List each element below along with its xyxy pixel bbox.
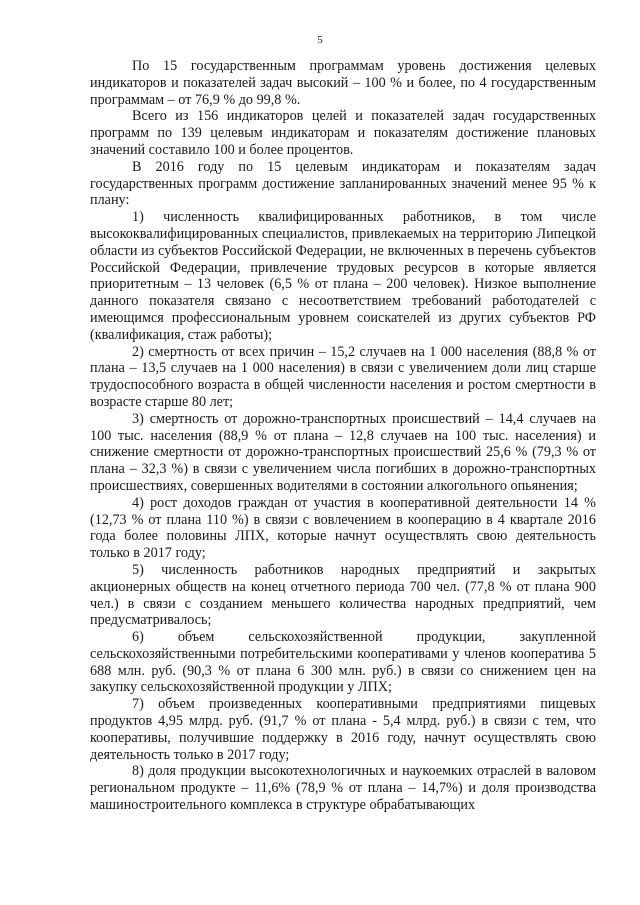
body-text — [90, 58, 596, 814]
list-item-6: 6) объем сельскохозяйственной продукции, закупленной сельскохозяйственными потребительскими кооперативами у членов кооператива 5 688 млн. руб. (90,3 % от плана 6 300 млн. руб.) в связи со снижением цен на закупку сельскохозяйственной продукции у ЛПХ; — [90, 629, 596, 696]
paragraph-1: По 15 государственным программам уровень достижения целевых индикаторов и показателей задач высокий – 100 % и более, по 4 государственным программам – от 76,9 % до 99,8 %. — [90, 58, 596, 108]
list-item-7: 7) объем произведенных кооперативными предприятиями пищевых продуктов 4,95 млрд. руб. (91,7 % от плана - 5,4 млрд. руб.) в связи с тем, что кооперативы, получившие поддержку в 2016 году, начнут осуществлять свою деятельность только в 2017 году; — [90, 696, 596, 763]
page-number: 5 — [317, 34, 323, 46]
list-item-8: 8) доля продукции высокотехнологичных и наукоемких отраслей в валовом региональном продукте – 11,6% (78,9 % от плана – 14,7%) и доля производства машиностроительного комплекса в структуре обрабатывающих — [90, 763, 596, 814]
list-item-4: 4) рост доходов граждан от участия в кооперативной деятельности 14 % (12,73 % от плана 110 %) в связи с вовлечением в кооперацию в 4 квартале 2016 года более половины ЛПХ, которые начнут осуществлять свою деятельность только в 2017 году; — [90, 494, 596, 562]
list-item-3: 3) смертность от дорожно-транспортных происшествий – 14,4 случаев на 100 тыс. населения (88,9 % от плана – 12,8 случаев на 100 тыс. населения) и снижение смертности от дорожно-транспортных происшествий 25,6 % (79,3 % от плана – 32,3 %) в связи с увеличением числа погибших в дорожно-транспортных происшествиях, совершенных водителями в состоянии алкогольного опьянения; — [90, 410, 596, 494]
list-item-1: 1) численность квалифицированных работников, в том числе высококвалифицированных специалистов, привлекаемых на территорию Липецкой области из субъектов Российской Федерации, не включенных в перечень субъектов Российской Федерации, привлечение трудовых ресурсов в которые является приоритетным – 13 человек (6,5 % от плана – 200 человек). Низкое выполнение данного показателя связано с несоответствием требований работодателей с имеющимся профессиональным уровнем соискателей из других субъектов РФ (квалификация, стаж работы); — [90, 209, 596, 343]
list-item-2: 2) смертность от всех причин – 15,2 случаев на 1 000 населения (88,8 % от плана – 13,5 случаев на 1 000 населения) в связи с увеличением доли лиц старше трудоспособного возраста в общей численности населения и ростом смертности в возрасте старше 80 лет; — [90, 343, 596, 410]
list-item-5: 5) численность работников народных предприятий и закрытых акционерных обществ на конец отчетного периода 700 чел. (77,8 % от плана 900 чел.) в связи с созданием меньшего количества народных предприятий, чем предусматривалось; — [90, 561, 596, 629]
paragraph-3: В 2016 году по 15 целевым индикаторам и показателям задач государственных программ достижение запланированных значений менее 95 % к плану: — [90, 158, 596, 209]
paragraph-2: Всего из 156 индикаторов целей и показателей задач государственных программ по 139 целевым индикаторам и показателям достижение плановых значений составило 100 и более процентов. — [90, 108, 596, 158]
